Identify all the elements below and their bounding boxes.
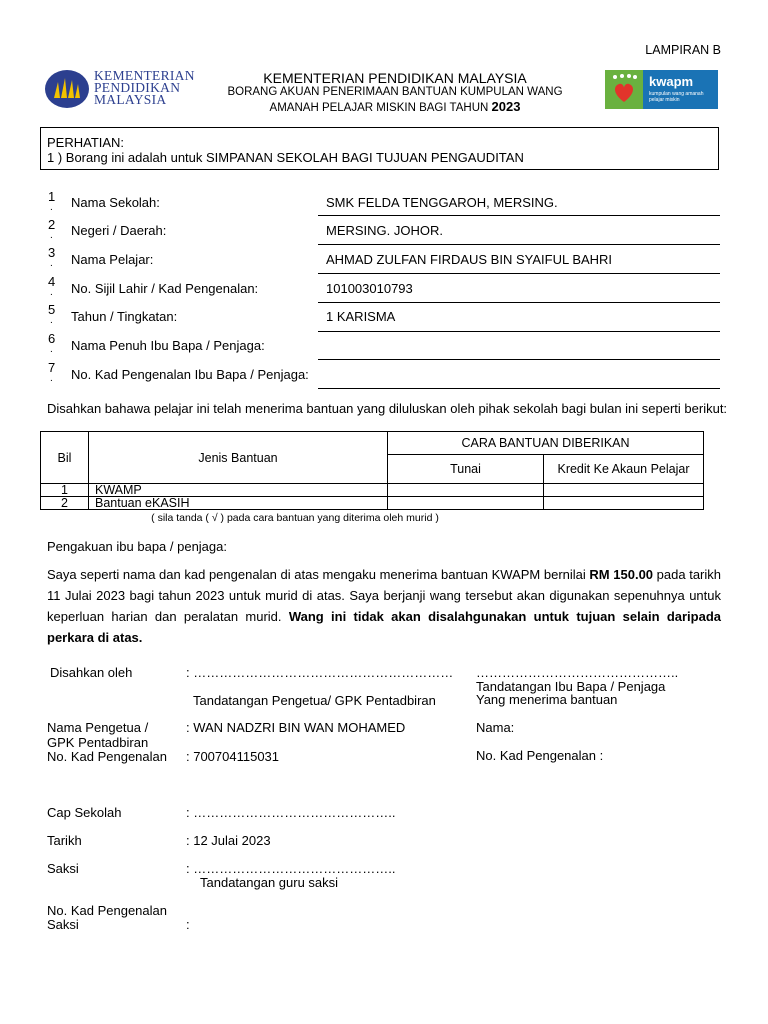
field-label: Tahun / Tingkatan:	[71, 309, 178, 324]
acknowledgement-text: Saya seperti nama dan kad pengenalan di atas mengaku menerima bantuan KWAPM bernilai RM 150.00 pada tarikh 11 Julai 2023 bagi tahun 2023 untuk murid di atas. Saya berjanji wang tersebut akan digunakan sepenuhnya untuk keperluan harian dan peralatan murid. Wang ini tidak akan disalahgunakan untuk tujuan selain daripada perkara di atas.	[47, 567, 722, 645]
form-subtitle-line1: BORANG AKUAN PENERIMAAN BANTUAN KUMPULAN WANG	[227, 86, 563, 98]
acknowledgement-bold: Wang ini tidak akan disalahgunakan untuk tujuan selain daripada perkara di atas.	[47, 609, 722, 645]
field-underline	[318, 359, 720, 360]
field-label: Negeri / Daerah:	[71, 223, 167, 238]
row-kredit-checkbox[interactable]	[544, 484, 704, 497]
ministry-logo-text: KEMENTERIAN PENDIDIKAN MALAYSIA	[94, 68, 195, 107]
saksi-signature-line[interactable]: : ………………………………………..	[186, 861, 396, 876]
header-cara: CARA BANTUAN DIBERIKAN	[388, 432, 704, 455]
field-value[interactable]: AHMAD ZULFAN FIRDAUS BIN SYAIFUL BAHRI	[326, 252, 613, 267]
tarikh-value[interactable]: : 12 Julai 2023	[186, 833, 271, 848]
tarikh-label: Tarikh	[47, 833, 82, 848]
nama-pengetua-label2: GPK Pentadbiran	[47, 735, 149, 750]
nama-pengetua-label: Nama Pengetua /	[47, 720, 149, 735]
kwapm-emblem-icon	[605, 70, 643, 109]
field-underline	[318, 215, 720, 216]
kp-pengetua-value[interactable]: : 700704115031	[186, 749, 280, 764]
notice-heading: PERHATIAN:	[47, 135, 125, 150]
parent-signature-line[interactable]: ………………………………………..	[476, 665, 679, 680]
row-jenis: KWAMP	[89, 484, 388, 497]
kwapm-tagline: kumpulan wang amanah pelajar miskin	[649, 91, 704, 103]
header-jenis: Jenis Bantuan	[89, 432, 388, 484]
field-number-dot: .	[50, 315, 53, 326]
kwapm-logo-text: kwapm	[649, 74, 694, 89]
field-number-dot: .	[50, 230, 53, 241]
amount: RM 150.00	[589, 567, 654, 582]
field-underline	[318, 302, 720, 303]
kwapm-logo	[605, 70, 718, 109]
table-note: ( sila tanda ( √ ) pada cara bantuan yang diterima oleh murid )	[151, 512, 439, 524]
row-tunai-checkbox[interactable]	[388, 484, 544, 497]
row-bil: 1	[41, 484, 89, 497]
cap-sekolah-label: Cap Sekolah	[47, 805, 122, 820]
kp-saksi-value[interactable]: :	[186, 917, 190, 932]
field-label: No. Kad Pengenalan Ibu Bapa / Penjaga:	[71, 367, 309, 382]
disahkan-signature-line[interactable]: : ……………………………………………………	[186, 665, 454, 680]
field-number: 3	[48, 245, 56, 260]
kp-pengetua-label: No. Kad Pengenalan	[47, 749, 167, 764]
parent-kp-label: No. Kad Pengenalan :	[476, 748, 604, 763]
field-label: Nama Sekolah:	[71, 195, 160, 210]
disahkan-label: Disahkan oleh	[50, 665, 133, 680]
header-kredit: Kredit Ke Akaun Pelajar	[544, 455, 704, 484]
notice-line: 1 ) Borang ini adalah untuk SIMPANAN SEKOLAH BAGI TUJUAN PENGAUDITAN	[47, 150, 524, 165]
field-number-dot: .	[50, 373, 53, 384]
field-number: 5	[48, 302, 56, 317]
field-value[interactable]: MERSING. JOHOR.	[326, 223, 444, 238]
notice-box	[40, 127, 719, 170]
nama-pengetua-value[interactable]: : WAN NADZRI BIN WAN MOHAMED	[186, 720, 406, 735]
kp-saksi-label2: Saksi	[47, 917, 79, 932]
pengetua-sign-label: Tandatangan Pengetua/ GPK Pentadbiran	[193, 693, 436, 708]
saksi-sign-label: Tandatangan guru saksi	[200, 875, 339, 890]
cap-sekolah-line[interactable]: : ………………………………………..	[186, 805, 396, 820]
bantuan-table	[40, 431, 704, 510]
field-number-dot: .	[50, 258, 53, 269]
field-value[interactable]: 101003010793	[326, 281, 413, 296]
parent-nama-label: Nama:	[476, 720, 515, 735]
parent-sign-label2: Yang menerima bantuan	[476, 692, 618, 707]
field-number: 4	[48, 274, 56, 289]
field-value[interactable]: SMK FELDA TENGGAROH, MERSING.	[326, 195, 558, 210]
parent-sign-label: Tandatangan Ibu Bapa / Penjaga	[476, 679, 666, 694]
table-row	[41, 497, 704, 510]
field-number-dot: .	[50, 344, 53, 355]
form-title: KEMENTERIAN PENDIDIKAN MALAYSIA	[263, 70, 527, 86]
field-underline	[318, 331, 720, 332]
confirm-text: Disahkan bahawa pelajar ini telah menerima bantuan yang diluluskan oleh pihak sekolah bagi bulan ini seperti berikut:	[47, 401, 728, 416]
row-jenis: Bantuan eKASIH	[89, 497, 388, 510]
field-number: 7	[48, 360, 56, 375]
field-number: 2	[48, 217, 56, 232]
kp-saksi-label: No. Kad Pengenalan	[47, 903, 167, 918]
row-bil: 2	[41, 497, 89, 510]
field-number: 6	[48, 331, 56, 346]
header-bil: Bil	[41, 432, 89, 484]
field-label: No. Sijil Lahir / Kad Pengenalan:	[71, 281, 259, 296]
row-tunai-checkbox[interactable]	[388, 497, 544, 510]
field-label: Nama Penuh Ibu Bapa / Penjaga:	[71, 338, 265, 353]
table-row	[41, 484, 704, 497]
field-number: 1	[48, 189, 56, 204]
field-number-dot: .	[50, 202, 53, 213]
form-subtitle-line2: AMANAH PELAJAR MISKIN BAGI TAHUN 2023	[269, 99, 521, 114]
saksi-label: Saksi	[47, 861, 79, 876]
field-underline	[318, 244, 720, 245]
lampiran-label: LAMPIRAN B	[645, 43, 721, 57]
field-value[interactable]: 1 KARISMA	[326, 309, 396, 324]
form-year: 2023	[491, 99, 521, 114]
field-number-dot: .	[50, 287, 53, 298]
header-tunai: Tunai	[388, 455, 544, 484]
field-underline	[318, 388, 720, 389]
field-label: Nama Pelajar:	[71, 252, 154, 267]
acknowledgement-heading: Pengakuan ibu bapa / penjaga:	[47, 539, 227, 554]
field-underline	[318, 273, 720, 274]
row-kredit-checkbox[interactable]	[544, 497, 704, 510]
